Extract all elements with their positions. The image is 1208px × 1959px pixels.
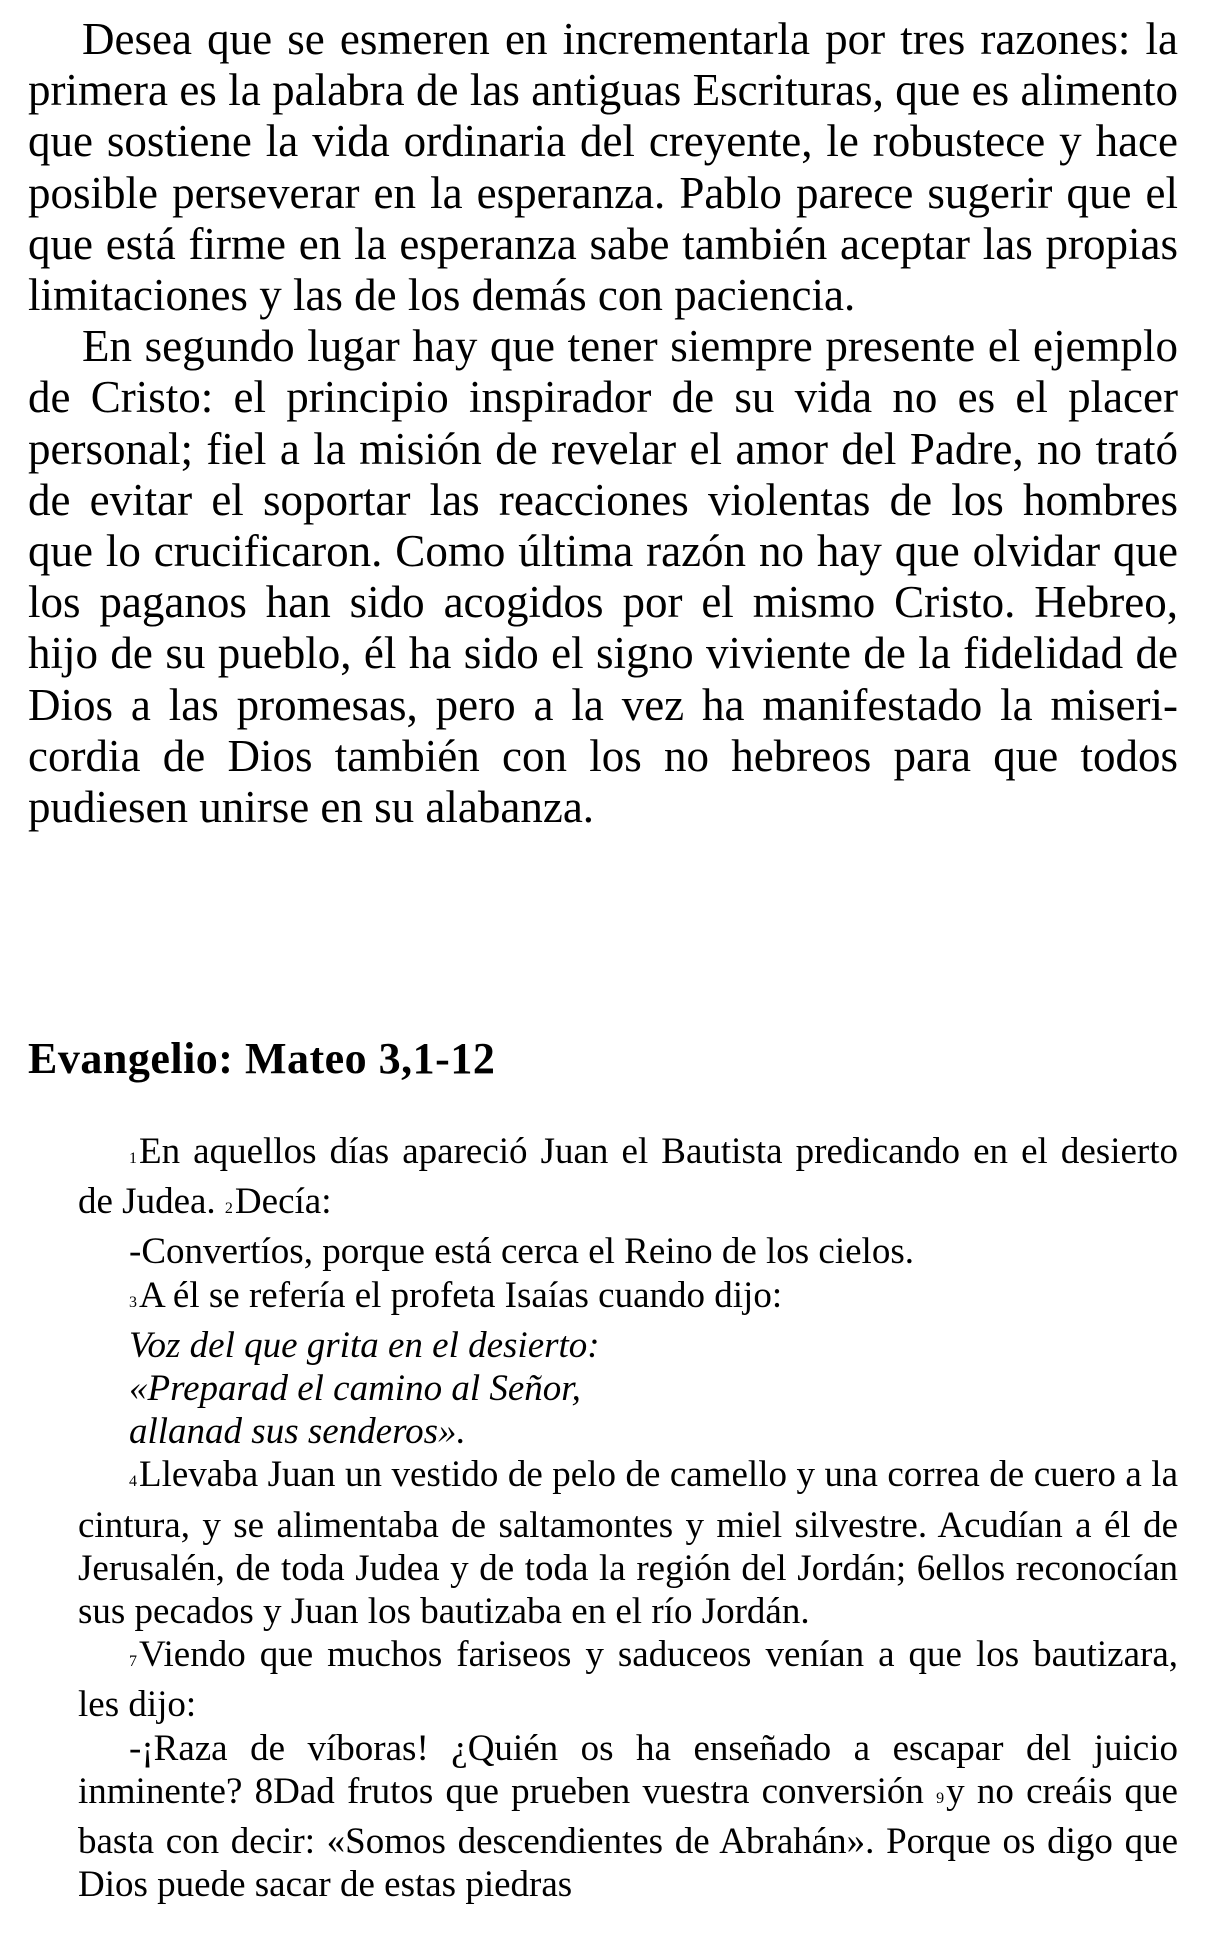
- verse-text: A él se refería el profeta Isaías cuando dijo:: [139, 1274, 783, 1316]
- verse-number: 2: [224, 1200, 233, 1218]
- verse-text: -¡Raza de víboras! ¿Quién os ha enseñado a escapar del juicio inminente? 8Dad frutos que prueben vuestra conversión: [78, 1727, 1178, 1812]
- commentary-paragraph-1: Desea que se esmeren en incrementarla por tres razones: la primera es la palabra de las antiguas Escrituras, que es alimento que sostiene la vida ordinaria del creyente, le robustece y hace posible perseverar en la esperanza. Pablo parece sugerir que el que está firme en la esperanza sabe también aceptar las propias limitaciones y las de los demás con paciencia.: [28, 14, 1178, 321]
- verse-text: y no creáis que basta con decir: «Somos descendientes de Abrahán». Porque os digo que Dios puede sacar de estas piedras: [78, 1770, 1178, 1906]
- verse-text: Viendo que muchos fariseos y saduceos venían a que los bautizara, les dijo:: [78, 1634, 1178, 1726]
- commentary-paragraph-2: En segundo lugar hay que tener siempre presente el ejemplo de Cristo: el principio inspirador de su vida no es el placer personal; fiel a la misión de revelar el amor del Padre, no trató de evitar el soportar las reacciones violentas de los hombres que lo crucificaron. Como última razón no hay que olvidar que los paganos han sido acogidos por el mismo Cristo. Hebreo, hijo de su pueblo, él ha sido el signo viviente de la fidelidad de Dios a las promesas, pero a la vez ha manifestado la misericordia de Dios también con los no hebreos para que todos pudiesen unirse en su alabanza.: [28, 321, 1178, 833]
- verse-number: 1: [129, 1150, 137, 1167]
- verse-number: 9: [936, 1789, 945, 1807]
- verse-1-2: [78, 1130, 1178, 1230]
- isaiah-quote-line-1: Voz del que grita en el desierto:: [129, 1324, 600, 1366]
- isaiah-quote-line-3: allanad sus senderos».: [129, 1411, 466, 1453]
- gospel-text: [78, 1130, 1178, 1906]
- verse-4-6: [78, 1453, 1178, 1633]
- verse-2-speech: -Convertíos, porque está cerca el Reino de los cielos.: [129, 1231, 914, 1273]
- verse-text: Llevaba Juan un vestido de pelo de camello y una correa de cuero a la cintura, y se alimentaba de saltamontes y miel silvestre. Acudían a él de Jerusalén, de toda Judea y de toda la región del Jordán; 6ellos reconocían sus pecados y Juan los bautizaba en el río Jordán.: [78, 1454, 1178, 1633]
- verse-number: 7: [129, 1653, 137, 1671]
- isaiah-quote-line-2: «Preparad el camino al Señor,: [129, 1368, 581, 1410]
- gospel-heading: Evangelio: Mateo 3,1-12: [28, 1034, 496, 1083]
- verse-text: Decía:: [234, 1181, 332, 1223]
- verse-7: [78, 1633, 1178, 1726]
- verse-number: 4: [129, 1473, 137, 1491]
- commentary-text: [28, 14, 1178, 833]
- verse-number: 3: [129, 1293, 137, 1311]
- verse-7-9-speech: [78, 1727, 1178, 1907]
- verse-3: [78, 1274, 1178, 1324]
- verse-text: En aquellos días apareció Juan el Bautista predicando en el desierto de Judea.: [78, 1131, 1178, 1223]
